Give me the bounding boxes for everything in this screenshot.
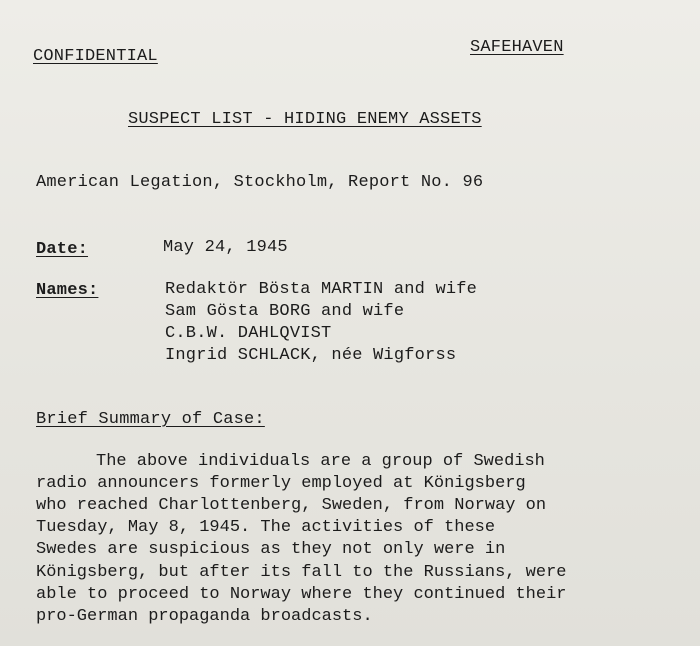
classification-label: CONFIDENTIAL bbox=[33, 47, 158, 66]
name-entry: Ingrid SCHLACK, née Wigforss bbox=[165, 346, 457, 365]
summary-line: The above individuals are a group of Swedish bbox=[96, 452, 545, 471]
summary-line: who reached Charlottenberg, Sweden, from Norway on bbox=[36, 496, 547, 515]
name-entry: Sam Gösta BORG and wife bbox=[165, 302, 405, 321]
summary-line: pro-German propaganda broadcasts. bbox=[36, 607, 373, 626]
date-label: Date: bbox=[36, 240, 89, 259]
date-value: May 24, 1945 bbox=[163, 238, 288, 257]
name-entry: Redaktör Bösta MARTIN and wife bbox=[165, 280, 478, 299]
document-title: SUSPECT LIST - HIDING ENEMY ASSETS bbox=[128, 110, 482, 129]
summary-line: Swedes are suspicious as they not only were in bbox=[36, 540, 506, 559]
report-source: American Legation, Stockholm, Report No. 96 bbox=[36, 173, 484, 192]
name-entry: C.B.W. DAHLQVIST bbox=[165, 324, 332, 343]
program-label: SAFEHAVEN bbox=[470, 38, 564, 57]
summary-line: radio announcers formerly employed at Königsberg bbox=[36, 474, 526, 493]
summary-heading: Brief Summary of Case: bbox=[36, 410, 265, 429]
names-label: Names: bbox=[36, 281, 99, 300]
summary-line: Tuesday, May 8, 1945. The activities of these bbox=[36, 518, 496, 537]
summary-line: Königsberg, but after its fall to the Russians, were bbox=[36, 563, 567, 582]
summary-line: able to proceed to Norway where they continued their bbox=[36, 585, 567, 604]
